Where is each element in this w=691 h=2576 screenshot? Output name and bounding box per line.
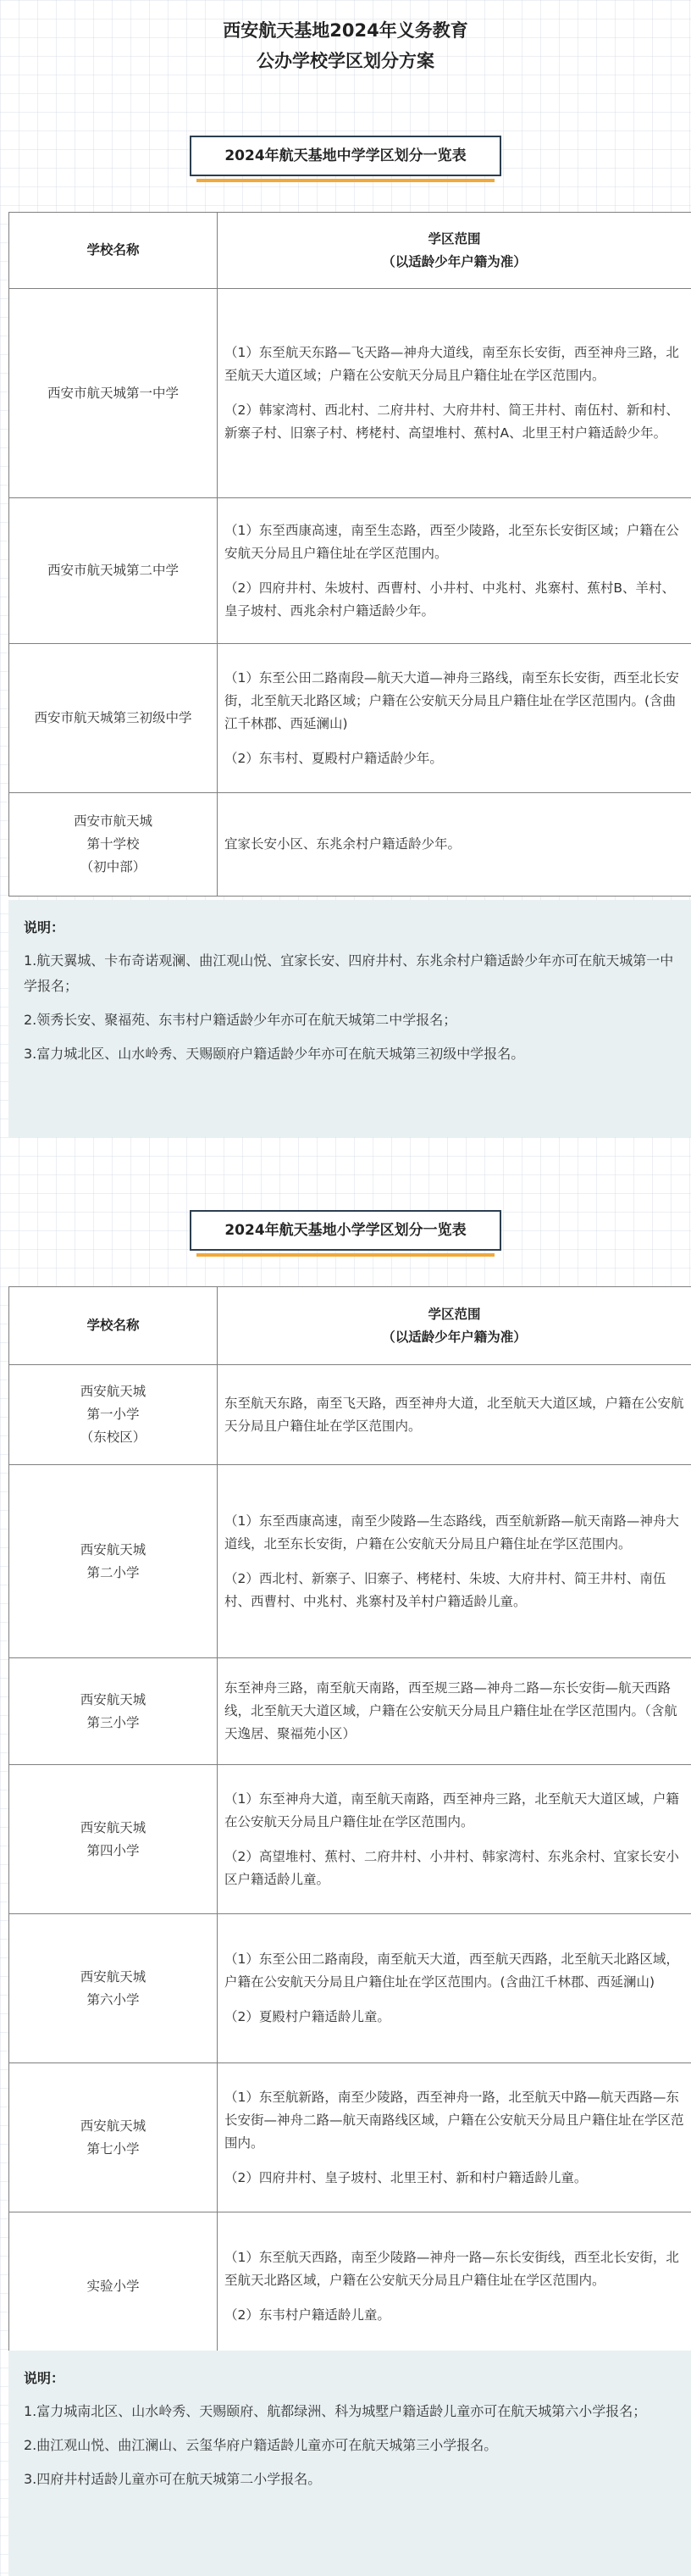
range-cell [218, 644, 691, 793]
range-item: （1）东至公田二路南段，南至航天大道，西至航天西路，北至航天北路区域，户籍在公安航天分局且户籍住址在学区范围内。(含曲江千林郡、西延澜山) [224, 1951, 679, 1990]
school-name-line: 第一小学 [86, 1407, 140, 1422]
title-line-2: 公办学校学区划分方案 [257, 51, 434, 71]
range-item: （2）夏殿村户籍适龄儿童。 [224, 2009, 390, 2024]
range-item: 东至神舟三路，南至航天南路，西至规三路—神舟二路—东长安街—航天西路线，北至航天大道区域，户籍在公安航天分局且户籍住址在学区范围内。（含航天逸居、聚福苑小区） [224, 1680, 677, 1741]
note-item: 1.航天翼城、卡布奇诺观澜、曲江观山悦、宜家长安、四府井村、东兆余村户籍适龄少年亦可在航天城第一中学报名； [24, 952, 674, 994]
range-cell [218, 2212, 691, 2362]
school-name [9, 1365, 218, 1465]
col-school-name: 学校名称 [9, 213, 218, 289]
notes-label: 说明： [24, 2370, 65, 2386]
range-item: 东至航天东路，南至飞天路，西至神舟大道，北至航天大道区域，户籍在公安航天分局且户籍住址在学区范围内。 [224, 1395, 684, 1434]
table-row [9, 1658, 691, 1765]
school-name-line: 西安市航天城 [73, 813, 152, 829]
range-cell [218, 1914, 691, 2063]
note-item: 3.四府井村适龄儿童亦可在航天城第二小学报名。 [24, 2471, 322, 2487]
table-row [9, 1365, 691, 1465]
note-item: 2.曲江观山悦、曲江澜山、云玺华府户籍适龄儿童亦可在航天城第三小学报名。 [24, 2437, 498, 2453]
middle-school-notes [8, 900, 691, 1137]
school-name [9, 1658, 218, 1765]
school-name: 西安市航天城第三初级中学 [9, 644, 218, 793]
range-item: （1）东至航天西路，南至少陵路—神舟一路—东长安街线，西至北长安街，北至航天北路区域，户籍在公安航天分局且户籍住址在学区范围内。 [224, 2250, 679, 2288]
table-row [9, 498, 691, 644]
range-item: （1）东至神舟大道，南至航天南路，西至神舟三路，北至航天大道区域，户籍在公安航天分局且户籍住址在学区范围内。 [224, 1790, 679, 1829]
range-item: （2）西北村、新寨子、旧寨子、栲栳村、朱坡、大府井村、简王井村、南伍村、西曹村、中兆村、兆寨村及羊村户籍适龄儿童。 [224, 1570, 666, 1609]
primary-school-heading [190, 1210, 501, 1251]
school-name [9, 793, 218, 897]
note-item: 2.领秀长安、聚福苑、东韦村户籍适龄少年亦可在航天城第二中学报名； [24, 1012, 457, 1028]
range-item: （2）四府井村、皇子坡村、北里王村、新和村户籍适龄儿童。 [224, 2169, 588, 2185]
school-name: 西安市航天城第一中学 [9, 289, 218, 498]
range-cell [218, 793, 691, 897]
range-cell [218, 1465, 691, 1658]
table-row [9, 793, 691, 897]
range-cell [218, 1765, 691, 1914]
range-cell [218, 1658, 691, 1765]
col-range-title: 学区范围 [428, 230, 481, 247]
school-name-line: 西安航天城 [80, 1968, 146, 1985]
table-row [9, 644, 691, 793]
range-cell [218, 498, 691, 644]
col-range-note: （以适龄少年户籍为准） [382, 253, 527, 269]
range-item: （1）东至西康高速，南至少陵路—生态路线，西至航新路—航天南路—神舟大道线，北至东长安街，户籍在公安航天分局且户籍住址在学区范围内。 [224, 1513, 679, 1552]
range-item: （2）四府井村、朱坡村、西曹村、小井村、中兆村、兆寨村、蕉村B、羊村、皇子坡村、西兆余村户籍适龄少年。 [224, 580, 675, 619]
school-name: 西安市航天城第二中学 [9, 498, 218, 644]
school-name-line: 第三小学 [86, 1714, 140, 1730]
table-row [9, 1465, 691, 1658]
middle-school-table [8, 212, 691, 897]
heading-underline [196, 179, 495, 182]
primary-school-notes [8, 2351, 691, 2576]
school-name-line: 第六小学 [86, 1991, 140, 2007]
school-name-line: 西安航天城 [80, 2118, 146, 2134]
school-name [9, 1765, 218, 1914]
middle-school-heading-text: 2024年航天基地中学学区划分一览表 [224, 147, 467, 164]
col-range [218, 1287, 691, 1365]
table-header-row [9, 1287, 691, 1365]
range-item: （1）东至航新路，南至少陵路，西至神舟一路，北至航天中路—航天西路—东长安街—神舟二路—航天南路线区域，户籍在公安航天分局且户籍住址在学区范围内。 [224, 2089, 684, 2151]
range-item: （2）韩家湾村、西北村、二府井村、大府井村、简王井村、南伍村、新和村、新寨子村、旧寨子村、栲栳村、高望堆村、蕉村A、北里王村户籍适龄少年。 [224, 402, 679, 441]
middle-school-heading [190, 136, 501, 176]
school-name-line: 第二小学 [86, 1564, 140, 1580]
school-name-line: （东校区） [80, 1430, 146, 1445]
school-name [9, 2063, 218, 2212]
table-row [9, 2212, 691, 2362]
range-cell [218, 2063, 691, 2212]
notes-label: 说明： [24, 919, 65, 935]
col-range [218, 213, 691, 289]
document-title [0, 15, 691, 76]
range-item: （2）东韦村、夏殿村户籍适龄少年。 [224, 750, 443, 766]
school-name [9, 1914, 218, 2063]
heading-underline [196, 1253, 495, 1257]
table-row [9, 1914, 691, 2063]
school-name-line: 西安航天城 [80, 1384, 146, 1399]
table-row [9, 1765, 691, 1914]
note-item: 1.富力城南北区、山水岭秀、天赐颐府、航都绿洲、科为城墅户籍适龄儿童亦可在航天城第六小学报名； [24, 2403, 647, 2419]
table-header-row [9, 213, 691, 289]
range-cell [218, 289, 691, 498]
range-item: （1）东至西康高速，南至生态路，西至少陵路，北至东长安街区域；户籍在公安航天分局且户籍住址在学区范围内。 [224, 522, 679, 561]
primary-school-table [8, 1286, 691, 2362]
school-name-line: 第七小学 [86, 2140, 140, 2157]
range-item: （1）东至公田二路南段—航天大道—神舟三路线，南至东长安街，西至北长安街，北至航天北路区域；户籍在公安航天分局且户籍住址在学区范围内。(含曲江千林郡、西延澜山) [224, 669, 679, 731]
school-name-line: 第十学校 [86, 836, 140, 852]
school-name-line: 西安航天城 [80, 1691, 146, 1707]
primary-school-heading-text: 2024年航天基地小学学区划分一览表 [224, 1222, 467, 1239]
col-range-note: （以适龄少年户籍为准） [382, 1329, 527, 1345]
title-line-1: 西安航天基地2024年义务教育 [223, 20, 468, 41]
table-row [9, 289, 691, 498]
school-name-line: 西安航天城 [80, 1819, 146, 1835]
col-school-name: 学校名称 [9, 1287, 218, 1365]
school-name: 实验小学 [9, 2212, 218, 2362]
range-item: （2）高望堆村、蕉村、二府井村、小井村、韩家湾村、东兆余村、宜家长安小区户籍适龄儿童。 [224, 1848, 679, 1887]
school-name-line: 西安航天城 [80, 1541, 146, 1557]
school-name [9, 1465, 218, 1658]
school-name-line: （初中部） [80, 859, 146, 874]
col-range-title: 学区范围 [428, 1306, 481, 1322]
range-cell [218, 1365, 691, 1465]
school-name-line: 第四小学 [86, 1842, 140, 1858]
note-item: 3.富力城北区、山水岭秀、天赐颐府户籍适龄少年亦可在航天城第三初级中学报名。 [24, 1046, 525, 1062]
range-item: （1）东至航天东路—飞天路—神舟大道线，南至东长安街，西至神舟三路，北至航天大道区域；户籍在公安航天分局且户籍住址在学区范围内。 [224, 345, 679, 383]
table-row [9, 2063, 691, 2212]
range-item: （2）东韦村户籍适龄儿童。 [224, 2307, 390, 2323]
range-item: 宜家长安小区、东兆余村户籍适龄少年。 [224, 836, 462, 852]
